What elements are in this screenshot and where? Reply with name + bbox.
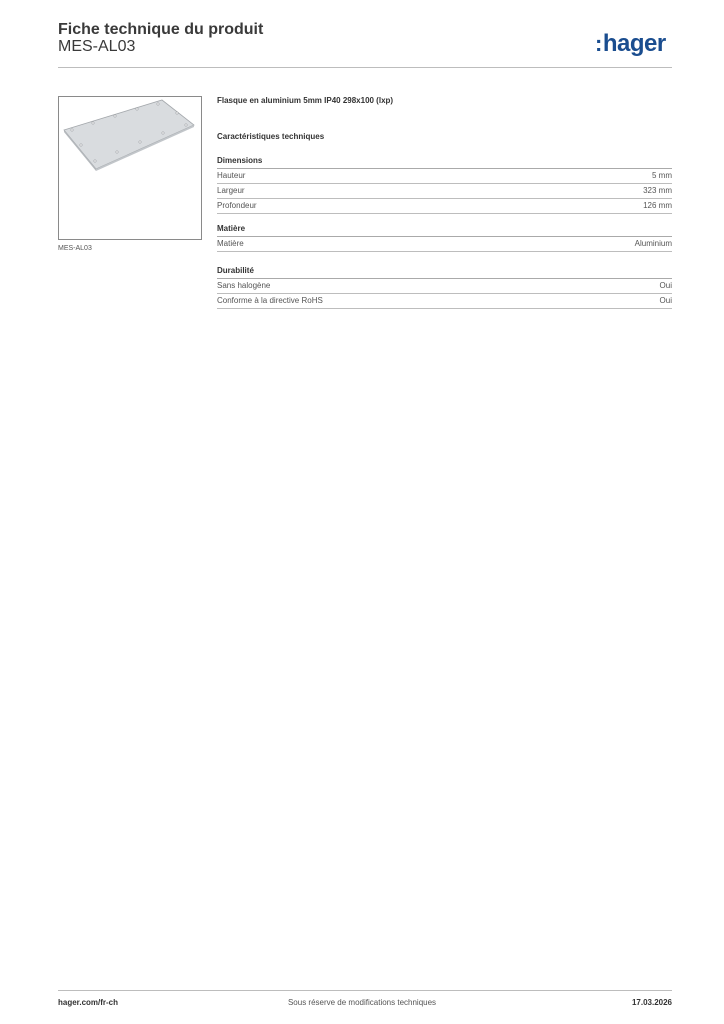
- footer-date: 17.03.2026: [631, 998, 672, 1007]
- spec-label: Largeur: [217, 186, 245, 195]
- characteristics-heading: Caractéristiques techniques: [217, 132, 325, 141]
- spec-value: 5 mm: [652, 171, 672, 180]
- spec-value: Oui: [659, 281, 672, 290]
- page-title: Fiche technique du produit: [58, 21, 264, 38]
- section-title-dimensions: Dimensions: [217, 156, 672, 169]
- spec-value: Aluminium: [634, 239, 672, 248]
- hager-logo: [595, 30, 666, 58]
- spec-label: Sans halogène: [217, 281, 271, 290]
- header-divider: [58, 67, 672, 68]
- spec-row-largeur: [217, 184, 672, 199]
- footer-website-link[interactable]: hager.com/fr-ch: [58, 998, 119, 1007]
- spec-label: Matière: [217, 239, 244, 248]
- spec-row-matiere: [217, 237, 672, 252]
- product-description: Flasque en aluminium 5mm IP40 298x100 (lxp): [217, 96, 394, 105]
- aluminium-plate-illustration: [59, 97, 201, 239]
- spec-row-profondeur: [217, 199, 672, 214]
- spec-row-hauteur: [217, 169, 672, 184]
- spec-row-rohs: [217, 294, 672, 309]
- spec-value: Oui: [659, 296, 672, 305]
- spec-label: Hauteur: [217, 171, 246, 180]
- section-title-durabilite: Durabilité: [217, 266, 672, 279]
- product-reference: MES-AL03: [58, 38, 136, 55]
- spec-value: 323 mm: [643, 186, 672, 195]
- logo-text: hager: [602, 30, 666, 57]
- spec-label: Profondeur: [217, 201, 257, 210]
- image-caption: MES-AL03: [58, 245, 92, 252]
- section-title-matiere: Matière: [217, 224, 672, 237]
- product-image: [58, 96, 202, 240]
- footer-divider: [58, 990, 672, 991]
- footer-notice: Sous réserve de modifications techniques: [287, 998, 437, 1007]
- logo-colon-icon: :: [595, 31, 602, 56]
- specification-panel: [217, 96, 672, 309]
- spec-value: 126 mm: [643, 201, 672, 210]
- spec-row-sans-halogene: [217, 279, 672, 294]
- spec-label: Conforme à la directive RoHS: [217, 296, 323, 305]
